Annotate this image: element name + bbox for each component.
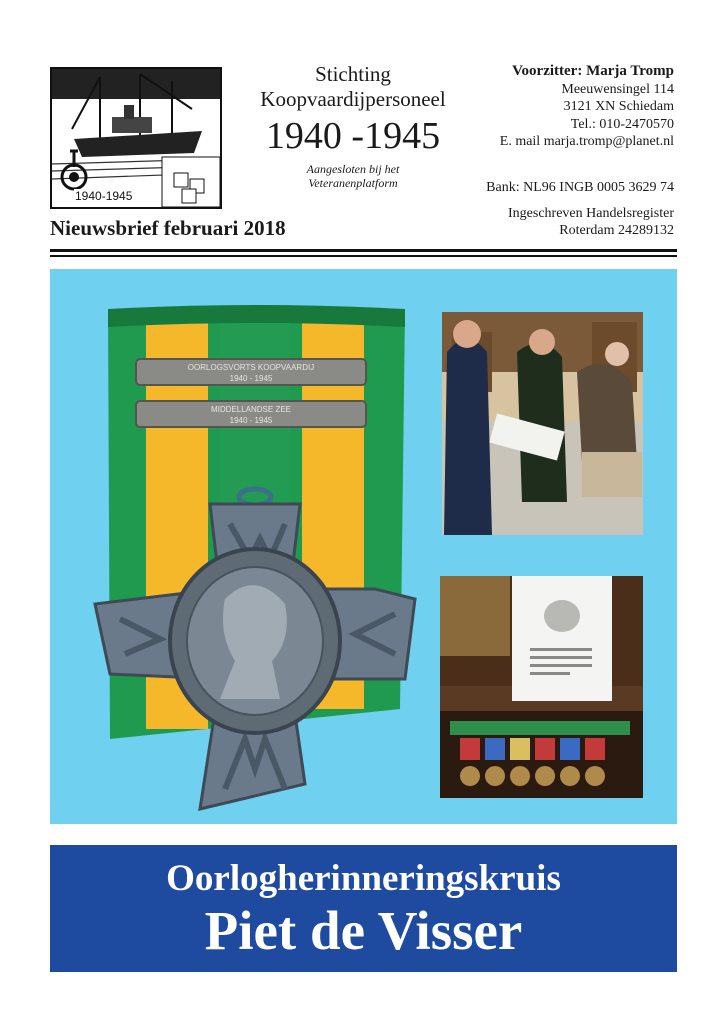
divider-thick bbox=[50, 249, 677, 252]
divider-thin bbox=[50, 255, 677, 257]
contact-email: E. mail marja.tromp@planet.nl bbox=[499, 134, 674, 149]
affiliation-line-2: Veteranenplatform bbox=[308, 176, 398, 190]
register-line-2: Roterdam 24289132 bbox=[559, 223, 674, 238]
clasp-2-line-1: MIDDELLANDSE ZEE bbox=[210, 405, 292, 414]
contact-phone: Tel.: 010-2470570 bbox=[570, 116, 674, 132]
clasp-2-line-2: 1940 - 1945 bbox=[229, 416, 273, 425]
banner-title: Piet de Visser bbox=[204, 900, 523, 961]
medals-box-photo bbox=[440, 576, 643, 798]
contact-city: 3121 XN Schiedam bbox=[563, 99, 674, 114]
contact-street: Meeuwensingel 114 bbox=[561, 81, 674, 97]
certificate bbox=[512, 576, 612, 701]
clasp-1-line-2: 1940 - 1945 bbox=[229, 374, 273, 383]
organisation-name bbox=[226, 62, 480, 190]
chair-name: Voorzitter: Marja Tromp bbox=[512, 63, 674, 79]
ceremony-photo bbox=[442, 312, 643, 535]
bank-account: Bank: NL96 INGB 0005 3629 74 bbox=[486, 180, 674, 195]
register-line-1: Ingeschreven Handelsregister bbox=[508, 206, 674, 221]
affiliation-line-1: Aangesloten bij het bbox=[306, 162, 400, 176]
clasp-1-line-1: OORLOGSVORTS KOOPVAARDIJ bbox=[187, 363, 315, 372]
banner-subtitle: Oorlogherinneringskruis bbox=[166, 858, 561, 899]
org-line-2: Koopvaardijpersoneel bbox=[260, 87, 446, 111]
org-line-1: Stichting bbox=[315, 62, 391, 86]
org-years: 1940 -1945 bbox=[265, 115, 441, 157]
contact-block bbox=[500, 63, 674, 151]
trade-register bbox=[508, 205, 674, 239]
newsletter-title: Nieuwsbrief februari 2018 bbox=[50, 216, 286, 240]
logo-years: 1940-1945 bbox=[75, 189, 133, 203]
ship-harbour-illustration bbox=[52, 69, 220, 207]
foundation-logo bbox=[50, 67, 222, 209]
title-banner bbox=[50, 845, 677, 972]
